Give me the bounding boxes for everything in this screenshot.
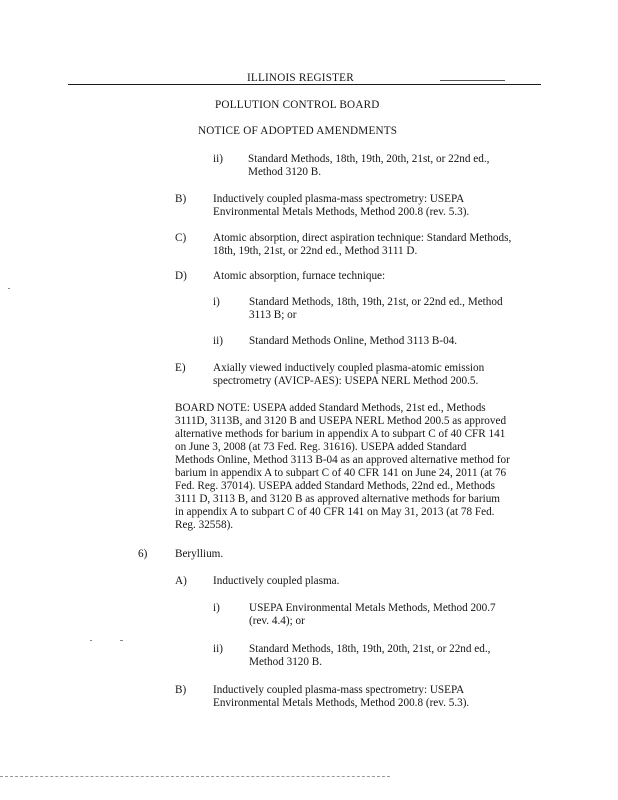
bottom-scan-artifact [0, 776, 390, 778]
scan-speck [8, 288, 10, 289]
board-note-line: in appendix A to subpart C of 40 CFR 141 on May 31, 2013 (at 78 Fed. [175, 506, 495, 518]
item-text: Standard Methods, 18th, 19th, 20th, 21st, or 22nd ed., [248, 153, 490, 165]
item-text: Atomic absorption, furnace technique: [213, 270, 386, 282]
item-label: B) [175, 684, 187, 696]
item-text: Environmental Metals Methods, Method 200.8 (rev. 5.3). [213, 697, 470, 709]
item-text: Beryllium. [175, 548, 224, 560]
board-note-line: 3111 D, 3113 B, and 3120 B as approved alternative methods for barium [175, 493, 500, 505]
board-note-line: alternative methods for barium in appendix A to subpart C of 40 CFR 141 [175, 428, 506, 440]
board-title: POLLUTION CONTROL BOARD [215, 99, 380, 111]
item-text: spectrometry (AVICP-AES): USEPA NERL Method 200.5. [213, 375, 479, 387]
board-note-line: Fed. Reg. 37014). USEPA added Standard Methods, 22nd ed., Methods [175, 480, 495, 492]
item-label: B) [175, 193, 187, 205]
item-text: Inductively coupled plasma-mass spectrometry: USEPA [213, 684, 465, 696]
item-label: 6) [138, 548, 148, 560]
board-note-line: BOARD NOTE: USEPA added Standard Methods, 21st ed., Methods [175, 402, 486, 414]
item-label: ii) [213, 643, 223, 655]
item-text: Environmental Metals Methods, Method 200.8 (rev. 5.3). [213, 206, 470, 218]
header-rule [68, 84, 541, 85]
item-label: E) [175, 362, 186, 374]
register-title: ILLINOIS REGISTER [247, 72, 354, 84]
item-text: (rev. 4.4); or [249, 615, 305, 627]
header-rule-short [440, 80, 505, 81]
board-note-line: barium in appendix A to subpart C of 40 CFR 141 on June 24, 2011 (at 76 [175, 467, 507, 479]
item-text: Method 3120 B. [249, 656, 323, 668]
item-text: Standard Methods, 18th, 19th, 20th, 21st, or 22nd ed., [249, 643, 491, 655]
item-text: Axially viewed inductively coupled plasma-atomic emission [213, 362, 485, 374]
scan-speck [120, 640, 123, 641]
item-label: i) [213, 602, 220, 614]
item-text: Standard Methods Online, Method 3113 B-04. [249, 335, 458, 347]
board-note-line: Reg. 32558). [175, 519, 234, 531]
item-text: USEPA Environmental Metals Methods, Method 200.7 [249, 602, 496, 614]
notice-title: NOTICE OF ADOPTED AMENDMENTS [198, 125, 398, 137]
item-label: A) [175, 575, 187, 587]
item-text: Method 3120 B. [248, 166, 322, 178]
item-text: Inductively coupled plasma. [213, 575, 340, 587]
item-label: ii) [213, 153, 223, 165]
item-text: Standard Methods, 18th, 19th, 21st, or 22nd ed., Method [249, 296, 503, 308]
item-text: 3113 B; or [249, 309, 297, 321]
board-note-line: Methods Online, Method 3113 B-04 as an approved alternative method for [175, 454, 510, 466]
item-label: C) [175, 232, 187, 244]
item-label: i) [213, 296, 220, 308]
item-label: D) [175, 270, 187, 282]
item-label: ii) [213, 335, 223, 347]
board-note-line: on June 3, 2008 (at 73 Fed. Reg. 31616). USEPA added Standard [175, 441, 467, 453]
board-note-line: 3111D, 3113B, and 3120 B and USEPA NERL Method 200.5 as approved [175, 415, 507, 427]
item-text: Inductively coupled plasma-mass spectrometry: USEPA [213, 193, 465, 205]
scan-speck [90, 640, 92, 641]
item-text: 18th, 19th, 21st, or 22nd ed., Method 3111 D. [213, 245, 418, 257]
item-text: Atomic absorption, direct aspiration technique: Standard Methods, [213, 232, 512, 244]
